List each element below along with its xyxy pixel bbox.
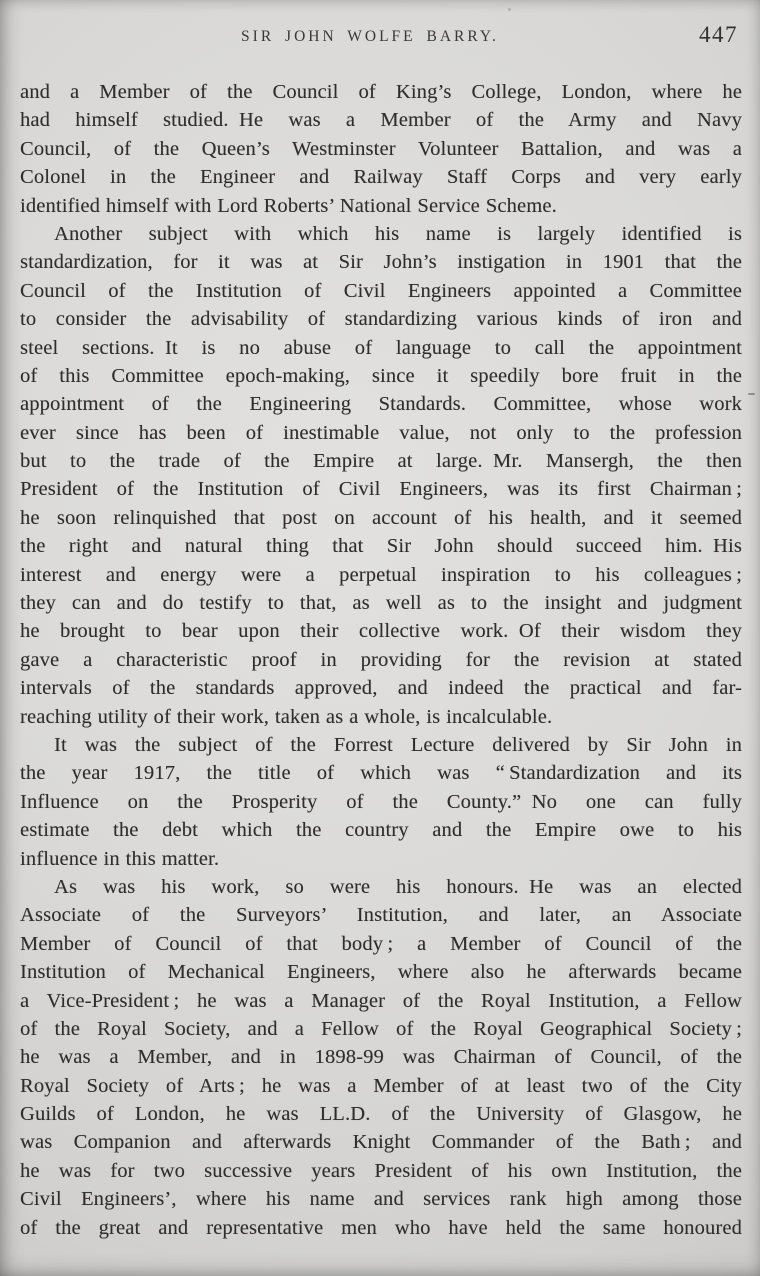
text-line: was Companion and afterwards Knight Commander of the Bath ; and [20, 1131, 742, 1154]
text-line: interest and energy were a perpetual inspiration to his colleagues ; [20, 563, 742, 586]
text-line: Another subject with which his name is largely identified is [54, 222, 742, 245]
text-line: identified himself with Lord Roberts’ National Service Scheme. [20, 194, 557, 217]
text-line: Influence on the Prosperity of the County.” No one can fully [20, 790, 742, 813]
text-line: of the great and representative men who have held the same honoured [20, 1216, 742, 1239]
text-line: Civil Engineers’, where his name and services rank high among those [20, 1188, 742, 1211]
scan-artifact [748, 393, 755, 395]
scan-artifact [508, 8, 511, 11]
page-body [20, 78, 742, 1242]
page-number: 447 [699, 22, 738, 47]
running-header-title: SIR JOHN WOLFE BARRY. [241, 28, 499, 45]
text-line: intervals of the standards approved, and indeed the practical and far- [20, 677, 742, 700]
text-line: and a Member of the Council of King’s College, London, where he [20, 81, 742, 103]
text-line: he brought to bear upon their collective work. Of their wisdom they [20, 620, 742, 643]
text-line: Colonel in the Engineer and Railway Staff Corps and very early [20, 166, 742, 189]
text-line: Council, of the Queen’s Westminster Volunteer Battalion, and was a [20, 137, 742, 160]
text-line: ever since has been of inestimable value, not only to the profession [20, 421, 742, 444]
text-line: he was for two successive years President of his own Institution, the [20, 1159, 742, 1182]
text-line: of the Royal Society, and a Fellow of the Royal Geographical Society ; [20, 1017, 742, 1040]
text-line: he was a Member, and in 1898-99 was Chairman of Council, of the [20, 1046, 742, 1069]
text-line: to consider the advisability of standardizing various kinds of iron and [20, 308, 742, 331]
text-line: a Vice-President ; he was a Manager of the Royal Institution, a Fellow [20, 989, 742, 1012]
text-line: appointment of the Engineering Standards. Committee, whose work [20, 393, 742, 416]
text-line: gave a characteristic proof in providing for the revision at stated [20, 648, 742, 671]
text-line: Royal Society of Arts ; he was a Member of at least two of the City [20, 1074, 742, 1097]
text-line: Associate of the Surveyors’ Institution, and later, an Associate [20, 904, 742, 927]
text-line: reaching utility of their work, taken as a whole, is incalculable. [20, 705, 553, 728]
text-line: President of the Institution of Civil Engineers, was its first Chairman ; [20, 478, 742, 501]
text-line: Member of Council of that body ; a Member of Council of the [20, 932, 742, 955]
text-line: Institution of Mechanical Engineers, where also he afterwards became [20, 961, 742, 984]
text-line: As was his work, so were his honours. He was an elected [54, 875, 742, 898]
text-line: Guilds of London, he was LL.D. of the University of Glasgow, he [20, 1103, 742, 1126]
text-line: standardization, for it was at Sir John’s instigation in 1901 that the [20, 251, 742, 274]
text-line: he soon relinquished that post on account of his health, and it seemed [20, 506, 742, 529]
text-line: It was the subject of the Forrest Lecture delivered by Sir John in [54, 733, 742, 756]
text-line: the right and natural thing that Sir John should succeed him. His [20, 535, 742, 558]
text-line: influence in this matter. [20, 847, 220, 870]
text-line: estimate the debt which the country and the Empire owe to his [20, 819, 742, 842]
text-line: they can and do testify to that, as well as to the insight and judgment [20, 592, 742, 615]
text-line: Council of the Institution of Civil Engineers appointed a Committee [20, 279, 742, 302]
text-line: steel sections. It is no abuse of language to call the appointment [20, 336, 742, 359]
text-line: the year 1917, the title of which was “ Standardization and its [20, 762, 742, 785]
text-line: but to the trade of the Empire at large. Mr. Mansergh, the then [20, 450, 742, 473]
text-line: of this Committee epoch-making, since it speedily bore fruit in the [20, 364, 742, 387]
text-line: had himself studied. He was a Member of the Army and Navy [20, 109, 742, 132]
